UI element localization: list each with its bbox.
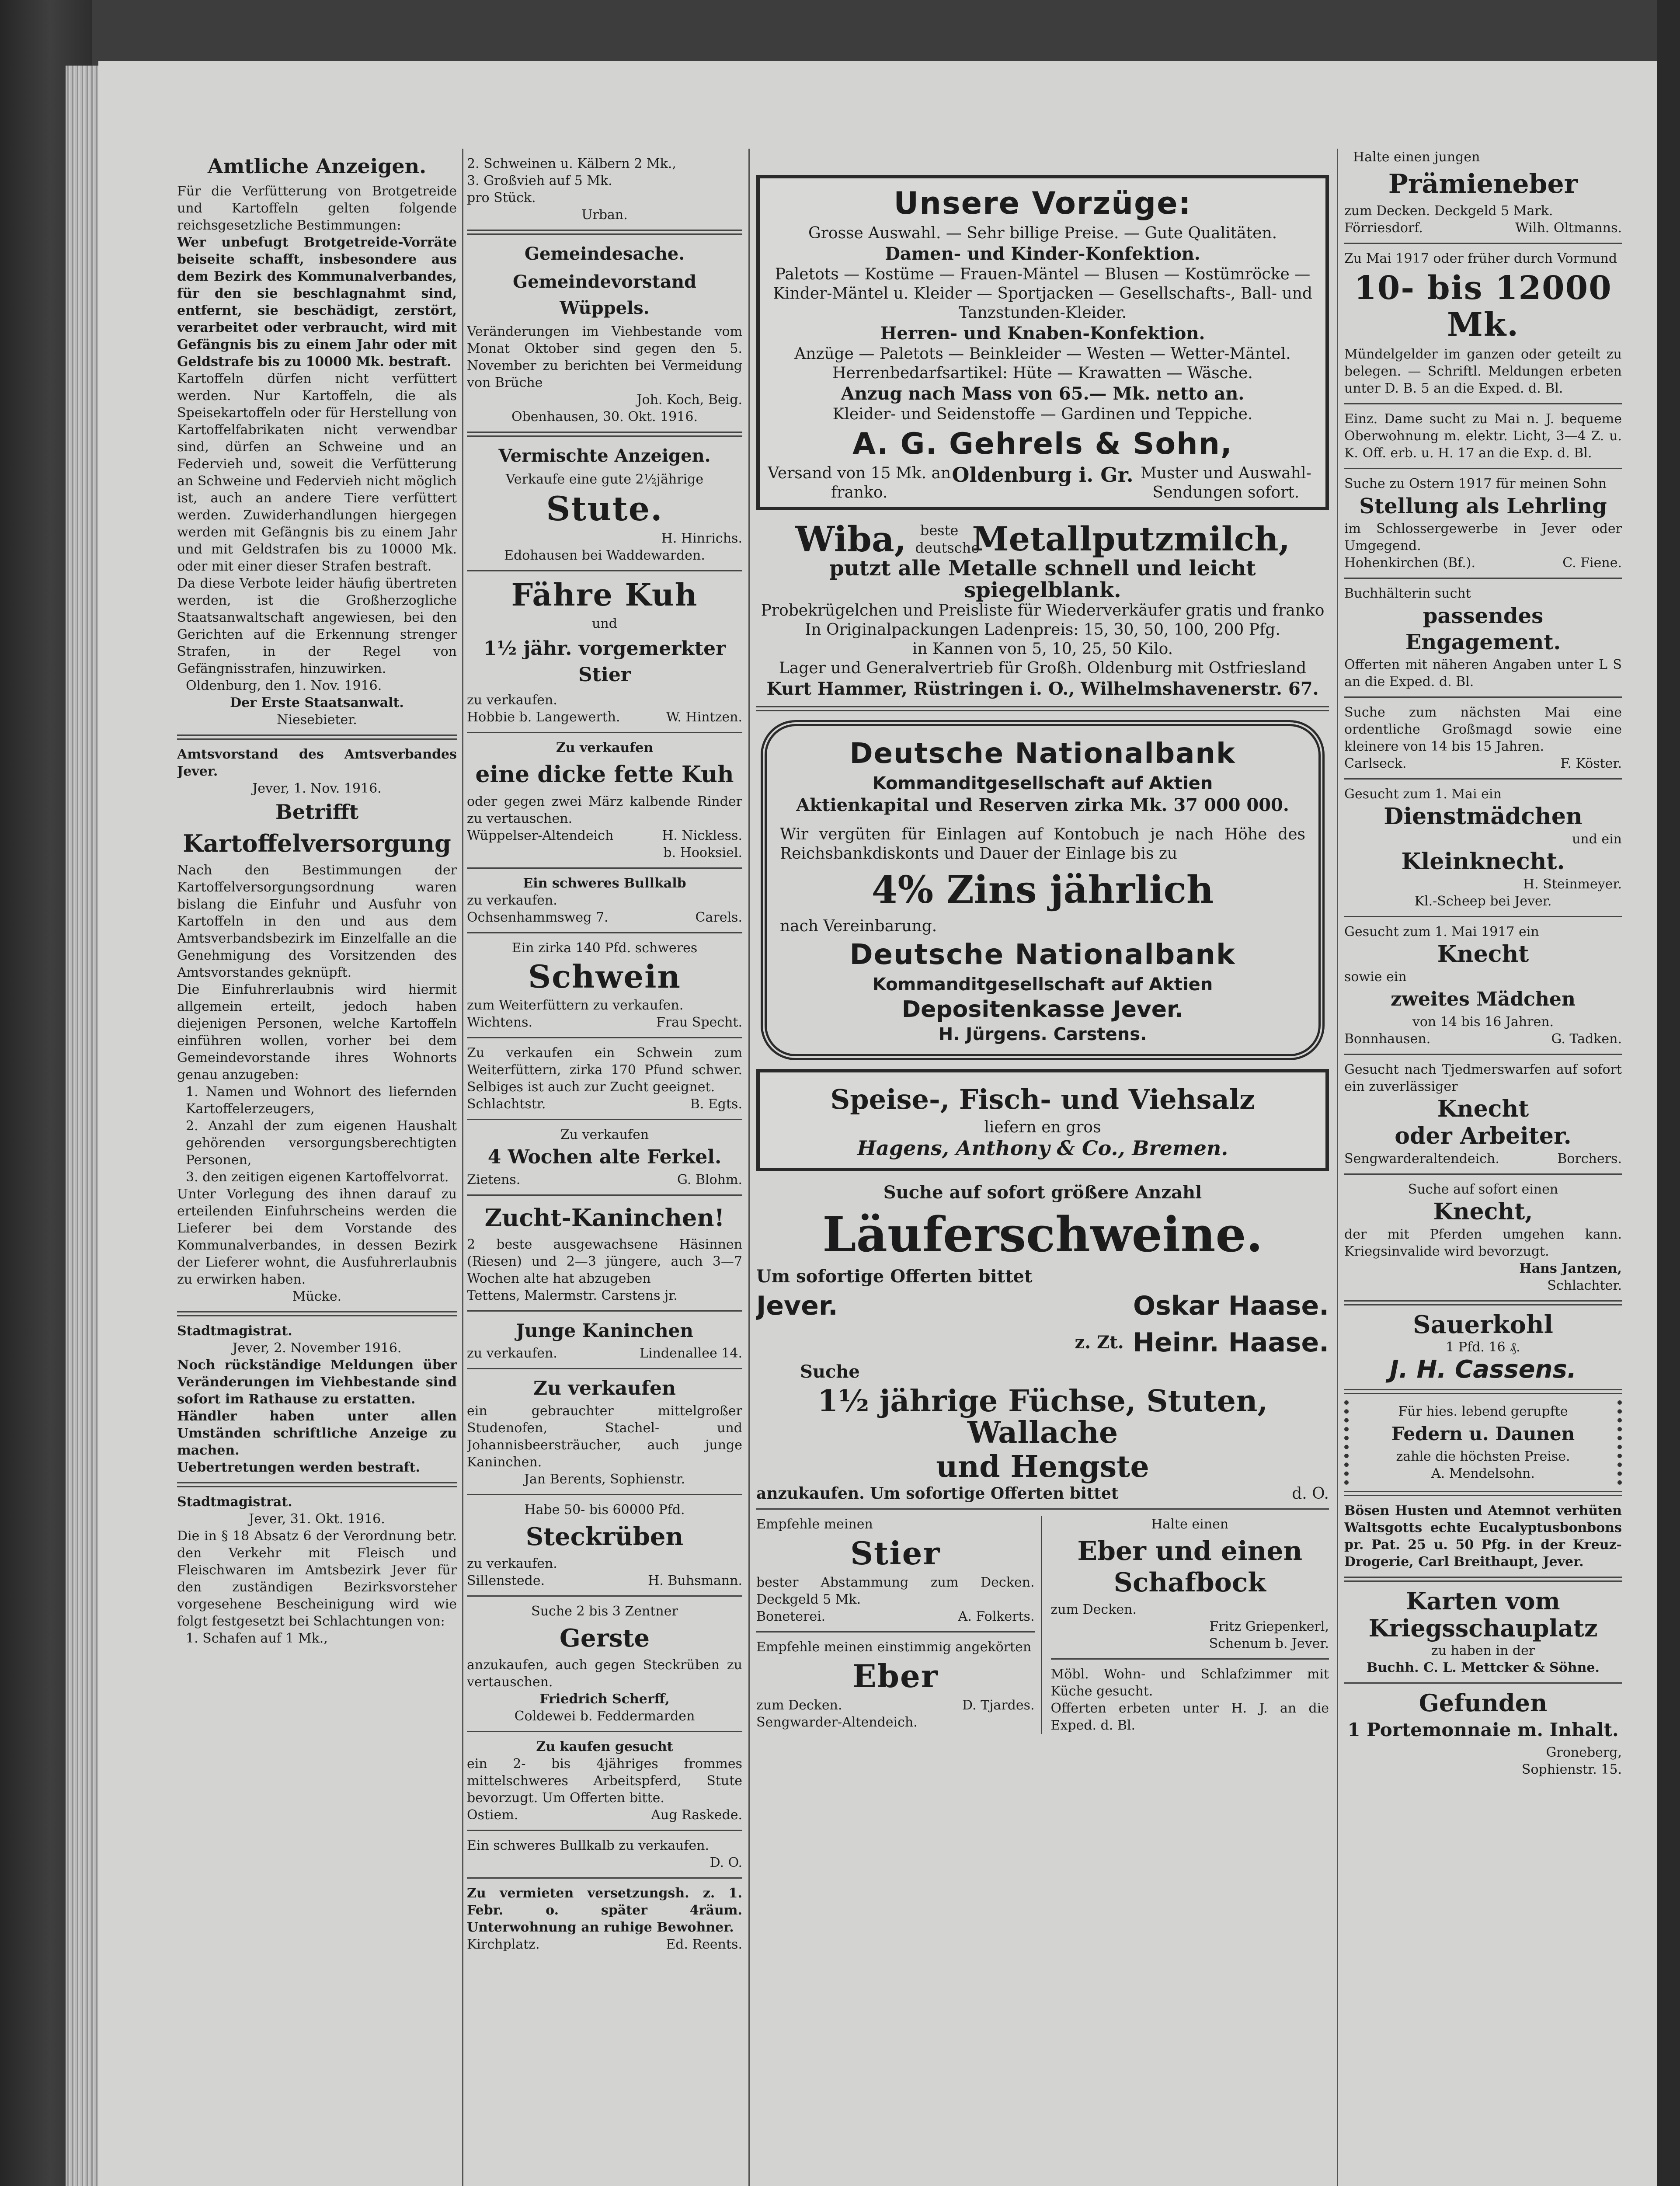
laeuferschweine-ad xyxy=(756,1182,1329,1502)
ad-text: zum Decken. xyxy=(756,1698,842,1713)
ad-place: Wüppelser-Altendeich xyxy=(467,828,614,843)
engagement-headline: passendes Engagement. xyxy=(1405,604,1561,654)
list-item: 1. Namen und Wohnort des liefernden Kartoffelerzeugers, xyxy=(186,1084,457,1117)
ad-text: zu verkaufen. xyxy=(467,1346,557,1361)
divider xyxy=(467,932,742,933)
body-text: Kartoffeln dürfen nicht verfüttert werden. Nur Kartoffeln, die als Speisekartoffeln oder für Herstellung von Kartoffelfabrikaten nicht verwendbar sind, dürfen an Schweine und an Federvieh und, soweit die Verfütterung an Schweine und Federvieh nicht möglich ist, auch an andere Tiere verfüttert werden. Zuwiderhandlungen hiergegen werden mit Gefängnis bis zu einem Jahr und mit Geldstrafen bis zu 10000 Mk. oder mit einer dieser Strafen bestraft. xyxy=(177,371,457,574)
stute-headline: Stute. xyxy=(546,489,663,528)
nationalbank-title: Deutsche Nationalbank xyxy=(849,939,1236,971)
body-text: Die in § 18 Absatz 6 der Verordnung betr. den Verkehr mit Fleisch und Fleischwaren im Amtsbezirk Jever für den zuständigen Bezirksvorsteher vorgesehene Bescheinigung wird wie folgt festgesetzt bei Schlachtungen von: xyxy=(177,1528,457,1629)
ad-place: Coldewei b. Feddermarden xyxy=(514,1709,695,1724)
ad-name: B. Egts. xyxy=(690,1096,742,1112)
ad-text: Suche zu Ostern 1917 für meinen Sohn xyxy=(1344,476,1607,491)
column-rule xyxy=(1337,149,1338,2186)
ad-footer xyxy=(756,1324,1329,1361)
signature: Urban. xyxy=(581,207,628,223)
ad-name: H. Steinmeyer. xyxy=(1523,877,1622,892)
ad-name: Ed. Reents. xyxy=(666,1937,742,1952)
column-rule xyxy=(462,149,463,2186)
ad-text: Für hies. lebend gerupfte xyxy=(1398,1404,1568,1419)
divider xyxy=(1344,243,1622,244)
ad-place: Zietens. xyxy=(467,1172,521,1187)
dateline: Obenhausen, 30. Okt. 1916. xyxy=(511,409,698,425)
divider xyxy=(1344,916,1622,917)
divider xyxy=(1051,1658,1329,1660)
body-text: Veränderungen im Viehbestande vom Monat Oktober sind gegen den 5. November zu berichten bei Vermeidung von Brüche xyxy=(467,324,742,390)
laeuferschweine-headline: Läuferschweine. xyxy=(822,1206,1263,1263)
divider xyxy=(756,1631,1035,1633)
ad-text: Kleider- und Seidenstoffe — Gardinen und Teppiche. xyxy=(832,405,1253,423)
section-heading: Stadtmagistrat. xyxy=(177,1494,292,1510)
ad-name: Groneberg, xyxy=(1546,1745,1622,1760)
mk-headline: 10- bis 12000 Mk. xyxy=(1354,269,1612,344)
ad-name: Jan Berents, Sophienstr. xyxy=(524,1472,685,1487)
divider xyxy=(467,432,742,437)
ad-name: D. Tjardes. xyxy=(962,1698,1035,1713)
ad-text: anzukaufen. Um sofortige Offerten bittet xyxy=(756,1484,1119,1503)
ad-footer xyxy=(467,709,742,726)
fette-kuh-headline: eine dicke fette Kuh xyxy=(475,761,734,788)
ad-place: Sengwarderaltendeich. xyxy=(1344,1151,1499,1166)
ad-name: A. Mendelsohn. xyxy=(1431,1466,1535,1481)
wiba-headline xyxy=(756,519,1329,560)
salz-title: Speise-, Fisch- und Viehsalz xyxy=(830,1083,1255,1115)
divider xyxy=(467,1194,742,1196)
ad-footer xyxy=(467,1572,742,1589)
divider xyxy=(756,706,1329,711)
dateline: Jever, 1. Nov. 1916. xyxy=(252,781,382,796)
divider xyxy=(467,1310,742,1312)
ad-place: Boneterei. xyxy=(756,1609,826,1624)
ad-subheading: Kommanditgesellschaft auf Aktien xyxy=(872,975,1213,995)
ad-name: Friedrich Scherff, xyxy=(539,1692,670,1707)
ad-text: Zu verkaufen xyxy=(556,740,654,755)
ad-sign: D. O. xyxy=(710,1855,742,1870)
ad-text: zum Decken. Deckgeld 5 Mark. xyxy=(1344,203,1553,219)
divider xyxy=(1344,1577,1622,1582)
divider xyxy=(467,570,742,571)
dienstmaedchen-headline: Dienstmädchen xyxy=(1384,803,1583,830)
ad-footer xyxy=(467,909,742,926)
ad-text: liefern en gros xyxy=(984,1118,1101,1136)
body-text: Unter Vorlegung des ihnen darauf zu erteilenden Einfuhrscheins werden die Lieferer bei dem Vorstande des Kommunalverbandes, in dessen Bezirk der Lieferer wohnt, die Ausfuhrerlaubnis zu erwirken haben. xyxy=(177,1187,457,1287)
ad-text: beste deutsche xyxy=(915,522,980,556)
eber-schafbock-ads xyxy=(1051,1516,1329,1734)
federn-ad xyxy=(1344,1400,1622,1485)
divider xyxy=(1344,1173,1622,1175)
ad-footer xyxy=(467,1345,742,1362)
cassens-name: J. H. Cassens. xyxy=(1389,1355,1577,1384)
signature: Der Erste Staatsanwalt. xyxy=(230,695,404,710)
ad-text: sowie ein xyxy=(1344,969,1407,985)
ad-text: Probekrügelchen und Preisliste für Wiederverkäufer gratis und franko xyxy=(761,602,1325,620)
ad-text: zu verkaufen. xyxy=(467,893,557,908)
ad-text: Einz. Dame sucht zu Mai n. J. bequeme Oberwohnung m. elektr. Licht, 3—4 Z. u. K. Off. erb. u. H. 17 an die Exp. d. Bl. xyxy=(1344,411,1622,461)
junge-kaninchen-headline: Junge Kaninchen xyxy=(516,1320,693,1341)
column-4 xyxy=(1344,92,1622,2186)
ad-text: Offerten mit näheren Angaben unter L S an die Exped. d. Bl. xyxy=(1344,657,1622,689)
ad-place: Lindenallee 14. xyxy=(640,1346,742,1361)
divider xyxy=(1344,1300,1622,1305)
column-rule xyxy=(748,149,750,2186)
ad-name: A. Folkerts. xyxy=(958,1609,1035,1624)
vermischte-heading: Vermischte Anzeigen. xyxy=(498,446,711,466)
ad-name: Carels. xyxy=(695,910,742,925)
body-text: Die Einfuhrerlaubnis wird hiermit allgemein erteilt, jedoch haben diejenigen Personen, welche Kartoffeln einführen wollen, vorher bei dem Gemeindevorstande ihres Wohnorts genau anzugeben: xyxy=(177,982,457,1083)
ad-text: 2 beste ausgewachsene Häsinnen (Riesen) und 2—3 jüngere, auch 3—7 Wochen alte hat abzugeben xyxy=(467,1237,742,1286)
list-item: 3. den zeitigen eigenen Kartoffelvorrat. xyxy=(186,1170,449,1185)
ad-text: Gesucht nach Tjedmerswarfen auf sofort ein zuverlässiger xyxy=(1344,1062,1622,1094)
knecht-headline: Knecht xyxy=(1437,941,1529,968)
ad-place: Ostiem. xyxy=(467,1807,518,1823)
metallputz-title: Metallputzmilch, xyxy=(972,519,1290,558)
salz-firm: Hagens, Anthony & Co., Bremen. xyxy=(857,1136,1228,1160)
divider xyxy=(467,1494,742,1495)
divider xyxy=(1344,1491,1622,1496)
arbeiter-headline: oder Arbeiter. xyxy=(1395,1123,1572,1149)
section-heading: Stadtmagistrat. xyxy=(177,1323,292,1339)
ad-text: Ein schweres Bullkalb zu verkaufen. xyxy=(467,1838,710,1853)
stier-headline: Stier xyxy=(850,1535,941,1572)
divider xyxy=(1344,778,1622,780)
stier-headline: 1½ jähr. vorgemerkter Stier xyxy=(483,637,726,686)
ad-text: Gesucht zum 1. Mai ein xyxy=(1344,787,1502,802)
ad-footer xyxy=(756,1485,1329,1502)
ad-text: und ein xyxy=(1572,832,1622,847)
depositenkasse: Depositenkasse Jever. xyxy=(901,996,1183,1023)
body-text: 3. Großvieh auf 5 Mk. xyxy=(467,173,612,188)
body-text: Nach den Bestimmungen der Kartoffelversorgungsordnung waren bislang die Einfuhr und Ausfuhr von Kartoffeln in den und aus dem Amtsverbandsbezirk im Einzelfalle an die Genehmigung des Vorsitzenden des Amtsvorstandes geknüpft. xyxy=(177,863,457,980)
divider xyxy=(467,1595,742,1597)
ad-place: Jever. xyxy=(756,1291,838,1321)
salz-ad xyxy=(756,1069,1329,1171)
ad-text: 1 Pfd. 16 ₰. xyxy=(1446,1340,1520,1355)
ad-name: Aug Raskede. xyxy=(651,1807,742,1823)
ad-text: Verkaufe eine gute 2½jährige xyxy=(505,472,704,487)
ad-place: Kl.-Scheep bei Jever. xyxy=(1414,894,1552,909)
ad-place: Förriesdorf. xyxy=(1344,220,1423,236)
signature: Mücke. xyxy=(292,1289,342,1304)
ad-text: zum Decken. xyxy=(1050,1602,1137,1617)
body-text: Uebertretungen werden bestraft. xyxy=(177,1460,420,1475)
ad-text: Um sofortige Offerten bittet xyxy=(756,1266,1033,1287)
ad-footer xyxy=(467,1014,742,1031)
ad-name: H. Hinrichs. xyxy=(661,531,742,546)
karten-headline: Kriegsschauplatz xyxy=(1368,1614,1598,1642)
ad-name: F. Köster. xyxy=(1560,756,1622,771)
ad-text: Ein zirka 140 Pfd. schweres xyxy=(511,940,698,956)
ad-text: Anzug nach Mass von 65.— Mk. netto an. xyxy=(841,383,1245,404)
ad-text: Paletots — Kostüme — Frauen-Mäntel — Blusen — Kostümröcke — Kinder-Mäntel u. Kleider — Sportjacken — Gesellschafts-, Ball- und Tanzstunden-Kleider. xyxy=(773,265,1312,322)
ad-text: Gesucht zum 1. Mai 1917 ein xyxy=(1344,924,1539,940)
ad-text: Suche 2 bis 3 Zentner xyxy=(531,1604,678,1619)
vorzuege-title: Unsere Vorzüge: xyxy=(894,185,1192,221)
ad-text: Zu vermieten versetzungsh. z. 1. Febr. o. später 4räum. Unterwohnung an ruhige Bewohner. xyxy=(467,1886,742,1935)
ad-text: nach Vereinbarung. xyxy=(780,917,937,935)
body-text: Wer unbefugt Brotgetreide-Vorräte beiseite schafft, insbesondere aus dem Bezirk des Kommunalverbandes, für den sie beschlagnahmt sind, entfernt, sie beschädigt, zerstört, verarbeitet oder verbraucht, wird mit Gefängnis bis zu einem Jahr oder mit Geldstrafe bis zu 10000 Mk. bestraft. xyxy=(177,235,457,369)
nationalbank-title: Deutsche Nationalbank xyxy=(849,738,1236,770)
ad-text: zu verkaufen. xyxy=(467,693,557,708)
ad-place: Sillenstede. xyxy=(467,1573,545,1588)
ad-footer xyxy=(1344,1150,1622,1167)
ad-text: In Originalpackungen Ladenpreis: 15, 30, 50, 100, 200 Pfg. xyxy=(805,621,1280,639)
ad-text: anzukaufen, auch gegen Steckrüben zu vertauschen. xyxy=(467,1657,742,1690)
schwein-headline: Schwein xyxy=(528,958,681,995)
divider xyxy=(1344,468,1622,469)
ad-subheading: Herren- und Knaben-Konfektion. xyxy=(880,323,1205,344)
ad-text: Suche auf sofort größere Anzahl xyxy=(883,1182,1202,1203)
faehre-kuh-headline: Fähre Kuh xyxy=(511,577,698,613)
ad-text: Halte einen jungen xyxy=(1353,150,1480,165)
ad-text: zu verkaufen. xyxy=(467,1556,557,1571)
ad-text: Suche auf sofort einen xyxy=(1408,1182,1558,1197)
ad-footer xyxy=(467,827,742,844)
ad-text: oder gegen zwei März kalbende Rinder zu vertauschen. xyxy=(467,794,742,826)
fuechse-headline: 1½ jährige Füchse, Stuten, Wallache xyxy=(817,1384,1268,1450)
divider xyxy=(467,1368,742,1369)
bottom-ads xyxy=(756,1516,1329,1734)
stier-eber-ads xyxy=(756,1516,1042,1734)
dateline: Jever, 31. Okt. 1916. xyxy=(249,1511,385,1527)
ad-sign: d. O. xyxy=(1292,1485,1329,1503)
ad-text: Habe 50- bis 60000 Pfd. xyxy=(524,1502,685,1518)
ad-footer xyxy=(1344,1030,1622,1048)
body-text: 2. Schweinen u. Kälbern 2 Mk., xyxy=(467,156,676,171)
divider xyxy=(1344,578,1622,579)
ad-name: Borchers. xyxy=(1557,1151,1622,1166)
body-text: Noch rückständige Meldungen über Veränderungen im Viehbestande sind sofort im Rathause zu erstatten. xyxy=(177,1358,457,1407)
column-3 xyxy=(756,92,1329,2186)
ad-text: Mündelgelder im ganzen oder geteilt zu belegen. — Schriftl. Meldungen erbeten unter D. B. 5 an die Exped. d. Bl. xyxy=(1344,347,1622,396)
eber-headline: Eber xyxy=(852,1657,939,1695)
divider xyxy=(467,1731,742,1732)
ad-place: Carlseck. xyxy=(1344,756,1407,771)
ad-text: Buchhälterin sucht xyxy=(1344,586,1471,601)
ad-footer xyxy=(467,1096,742,1113)
ad-subheading: putzt alle Metalle schnell und leicht spiegelblank. xyxy=(829,556,1256,602)
ad-name: G. Tadken. xyxy=(1551,1031,1622,1047)
dateline: Oldenburg, den 1. Nov. 1916. xyxy=(186,678,382,693)
steckrueben-headline: Steckrüben xyxy=(525,1522,684,1551)
column-1 xyxy=(177,92,457,2186)
divider xyxy=(467,230,742,235)
ad-text: bester Abstammung zum Decken. Deckgeld 5 Mk. xyxy=(756,1575,1035,1607)
ad-place: Bonnhausen. xyxy=(1344,1031,1431,1047)
ad-name: Oskar Haase. xyxy=(1133,1291,1329,1321)
column-2 xyxy=(467,92,742,2186)
ad-text: Offerten erbeten unter H. J. an die Exped. d. Bl. xyxy=(1050,1701,1329,1733)
ad-text: Möbl. Wohn- und Schlafzimmer mit Küche gesucht. xyxy=(1050,1667,1329,1699)
ad-text: Halte einen xyxy=(1151,1517,1229,1532)
ad-text: z. Zt. xyxy=(1075,1332,1124,1353)
hengste-headline: und Hengste xyxy=(936,1449,1149,1484)
divider xyxy=(467,1830,742,1831)
lehrling-headline: Stellung als Lehrling xyxy=(1359,494,1607,519)
knecht-headline: Knecht, xyxy=(1433,1198,1533,1225)
kleinknecht-headline: Kleinknecht. xyxy=(1401,848,1565,875)
ad-place: Wichtens. xyxy=(467,1015,533,1030)
ad-footer xyxy=(1344,219,1622,237)
zweites-maedchen-headline: zweites Mädchen xyxy=(1391,988,1576,1010)
divider xyxy=(177,1482,457,1487)
ad-text: Lager und Generalvertrieb für Großh. Oldenburg mit Ostfriesland xyxy=(779,659,1307,677)
body-text: Händler haben unter allen Umständen schriftliche Anzeige zu machen. xyxy=(177,1409,457,1458)
gerste-headline: Gerste xyxy=(560,1624,650,1653)
ad-place: Schenum b. Jever. xyxy=(1209,1636,1329,1651)
zins-headline: 4% Zins jährlich xyxy=(871,868,1214,912)
ad-subheading: Damen- und Kinder-Konfektion. xyxy=(885,244,1200,264)
dateline: Jever, 2. November 1916. xyxy=(232,1340,402,1356)
gefunden-headline: Gefunden xyxy=(1419,1689,1548,1717)
portemonnaie-headline: 1 Portemonnaie m. Inhalt. xyxy=(1347,1719,1619,1740)
ad-text: Muster und Auswahl-Sendungen sofort. xyxy=(1141,464,1311,501)
ad-text: Empfehle meinen einstimmig angekörten xyxy=(756,1640,1032,1655)
ad-place: Hohenkirchen (Bf.). xyxy=(1344,555,1476,571)
ad-text: zahle die höchsten Preise. xyxy=(1396,1449,1570,1464)
ad-place: Hobbie b. Langewerth. xyxy=(467,710,620,725)
praemieneber-headline: Prämieneber xyxy=(1388,169,1578,199)
ad-footer xyxy=(756,1697,1035,1714)
kartoffelversorgung-title: Kartoffelversorgung xyxy=(183,829,451,857)
ad-text: und xyxy=(592,616,617,631)
ad-footer xyxy=(756,1288,1329,1324)
ad-name: Buchh. C. L. Mettcker & Söhne. xyxy=(1367,1660,1600,1675)
divider xyxy=(467,1877,742,1879)
scan-border xyxy=(1657,0,1680,2186)
amtliche-heading: Amtliche Anzeigen. xyxy=(207,154,427,178)
body-text: Da diese Verbote leider häufig übertreten werden, ist die Großherzogliche Staatsanwaltschaft angewiesen, bei den Gerichten auf die Erkennung strenger Strafen, in der Regel von Gefängnisstrafen, hinzuwirken. xyxy=(177,576,457,676)
ad-name: H. Buhsmann. xyxy=(648,1573,742,1588)
ad-text: im Schlossergewerbe in Jever oder Umgegend. xyxy=(1344,521,1622,553)
ad-text: von 14 bis 16 Jahren. xyxy=(1412,1014,1554,1030)
signature-name: Niesebieter. xyxy=(277,712,357,728)
ad-footer xyxy=(768,464,1318,502)
ad-text: Zu verkaufen xyxy=(560,1127,649,1142)
ad-text: in Kannen von 5, 10, 25, 50 Kilo. xyxy=(912,640,1173,658)
divider xyxy=(177,1311,457,1316)
divider xyxy=(1344,696,1622,698)
ad-text: Zu Mai 1917 oder früher durch Vormund xyxy=(1344,251,1617,266)
divider xyxy=(177,734,457,740)
wiba-brand: Wiba, xyxy=(795,519,907,560)
divider xyxy=(756,1508,1329,1510)
ad-place: Kirchplatz. xyxy=(467,1937,540,1952)
ad-text: Aktienkapital und Reserven zirka Mk. 37 000 000. xyxy=(796,795,1289,815)
nationalbank-ad xyxy=(761,720,1325,1060)
body-text: Für die Verfütterung von Brotgetreide und Kartoffeln gelten folgende reichsgesetzliche Bestimmungen: xyxy=(177,184,457,233)
ad-text: ein gebrauchter mittelgroßer Studenofen, Stachel- und Johannisbeersträucher, auch junge Kaninchen. xyxy=(467,1403,742,1470)
ad-footer xyxy=(467,1936,742,1953)
divider xyxy=(467,732,742,733)
ad-subheading: Kommanditgesellschaft auf Aktien xyxy=(872,773,1213,794)
divider xyxy=(1344,1389,1622,1394)
ad-place: Edohausen bei Waddewarden. xyxy=(504,548,705,563)
body-text: pro Stück. xyxy=(467,190,536,205)
ad-text: Schlachter. xyxy=(1547,1278,1622,1293)
divider xyxy=(1344,1054,1622,1055)
ad-name: H. Jürgens. Carstens. xyxy=(938,1024,1147,1044)
ad-text: Wir vergüten für Einlagen auf Kontobuch je nach Höhe des Reichsbankdiskonts und Dauer der Einlage bis zu xyxy=(780,825,1305,863)
list-item: 2. Anzahl der zum eigenen Haushalt gehörenden versorgungsberechtigten Personen, xyxy=(186,1118,457,1168)
ad-text: Suche zum nächsten Mai eine ordentliche Großmagd sowie eine kleinere von 14 bis 15 Jahren. xyxy=(1344,705,1622,754)
ad-place: Sophienstr. 15. xyxy=(1521,1762,1622,1777)
wiba-ad xyxy=(756,521,1329,700)
ad-headline: Ein schweres Bullkalb xyxy=(523,876,686,891)
eber-schafbock-headline: Eber und einen Schafbock xyxy=(1077,1536,1303,1598)
ad-place: Oldenburg i. Gr. xyxy=(952,463,1134,487)
ad-text: Versand von 15 Mk. an franko. xyxy=(768,464,951,501)
ad-headline: Zu kaufen gesucht xyxy=(536,1739,673,1754)
ad-place: Tettens, Malermstr. Carstens jr. xyxy=(467,1288,678,1303)
federn-headline: Federn u. Daunen xyxy=(1391,1423,1575,1445)
ad-place: Schlachtstr. xyxy=(467,1096,546,1112)
list-item: 1. Schafen auf 1 Mk., xyxy=(186,1631,328,1646)
ad-name: Frau Specht. xyxy=(656,1015,742,1030)
ad-footer xyxy=(467,1171,742,1188)
ferkel-headline: 4 Wochen alte Ferkel. xyxy=(487,1146,722,1168)
gemeindevorstand-heading: Gemeindevorstand Wüppels. xyxy=(512,272,697,318)
zucht-kaninchen-headline: Zucht-Kaninchen! xyxy=(484,1204,725,1232)
divider xyxy=(1344,403,1622,404)
ad-text: zum Weiterfüttern zu verkaufen. xyxy=(467,998,684,1013)
ad-name: C. Fiene. xyxy=(1562,555,1622,571)
gemeindesache-heading: Gemeindesache. xyxy=(524,244,685,264)
ad-text: Bösen Husten und Atemnot verhüten Waltsgotts echte Eucalyptusbonbons pr. Pat. 25 u. 50 Pfg. in der Kreuz-Drogerie, Carl Breithaupt, Jever. xyxy=(1344,1503,1622,1570)
ad-name: Wilh. Oltmanns. xyxy=(1515,220,1622,236)
gehrels-name: A. G. Gehrels & Sohn, xyxy=(852,427,1233,461)
signature: Joh. Koch, Beig. xyxy=(637,392,742,407)
ad-name: G. Blohm. xyxy=(677,1172,742,1187)
ad-name: H. Nickless. xyxy=(662,828,742,843)
ad-name: W. Hintzen. xyxy=(666,710,742,725)
ad-place: Sengwarder-Altendeich. xyxy=(756,1715,918,1730)
divider xyxy=(467,867,742,869)
ad-place: Ochsenhammsweg 7. xyxy=(467,910,609,925)
ad-footer xyxy=(467,1807,742,1824)
gehrels-ad xyxy=(756,175,1329,510)
divider xyxy=(467,1119,742,1120)
section-heading: Amtsvorstand des Amtsverbandes Jever. xyxy=(177,747,457,779)
sauerkohl-headline: Sauerkohl xyxy=(1413,1310,1553,1339)
page-edges xyxy=(66,66,101,2186)
ad-text: Herrenbedarfsartikel: Hüte — Krawatten — Wäsche. xyxy=(832,364,1253,382)
ad-name: Hans Jantzen, xyxy=(1519,1261,1622,1276)
divider xyxy=(1344,1682,1622,1684)
ad-text: Kurt Hammer, Rüstringen i. O., Wilhelmshavenerstr. 67. xyxy=(766,679,1319,699)
ad-text: Empfehle meinen xyxy=(756,1517,873,1532)
karten-headline: Karten vom xyxy=(1406,1587,1560,1615)
divider xyxy=(467,1037,742,1038)
ad-text: zu haben in der xyxy=(1431,1643,1535,1658)
ad-footer xyxy=(1344,755,1622,772)
ad-place: b. Hooksiel. xyxy=(663,845,742,860)
ad-text: Zu verkaufen ein Schwein zum Weiterfüttern, zirka 170 Pfund schwer. Selbiges ist auch zur Zucht geeignet. xyxy=(467,1045,742,1095)
ad-text: der mit Pferden umgehen kann. Kriegsinvalide wird bevorzugt. xyxy=(1344,1227,1622,1259)
ad-name: Fritz Griepenkerl, xyxy=(1209,1619,1329,1634)
ad-text: ein 2- bis 4jähriges frommes mittelschweres Arbeitspferd, Stute bevorzugt. Um Offerten bitte. xyxy=(467,1756,742,1806)
betrifft-heading: Betrifft xyxy=(275,800,359,824)
zu-verkaufen-headline: Zu verkaufen xyxy=(533,1377,676,1399)
ad-text: Grosse Auswahl. — Sehr billige Preise. — Gute Qualitäten. xyxy=(808,224,1277,242)
knecht-headline: Knecht xyxy=(1437,1096,1529,1122)
ad-footer xyxy=(756,1608,1035,1625)
ad-text: Suche xyxy=(800,1361,860,1382)
ad-footer xyxy=(1344,554,1622,571)
ad-text: Anzüge — Paletots — Beinkleider — Westen — Wetter-Mäntel. xyxy=(794,345,1291,363)
ad-name: Heinr. Haase. xyxy=(1132,1327,1329,1358)
